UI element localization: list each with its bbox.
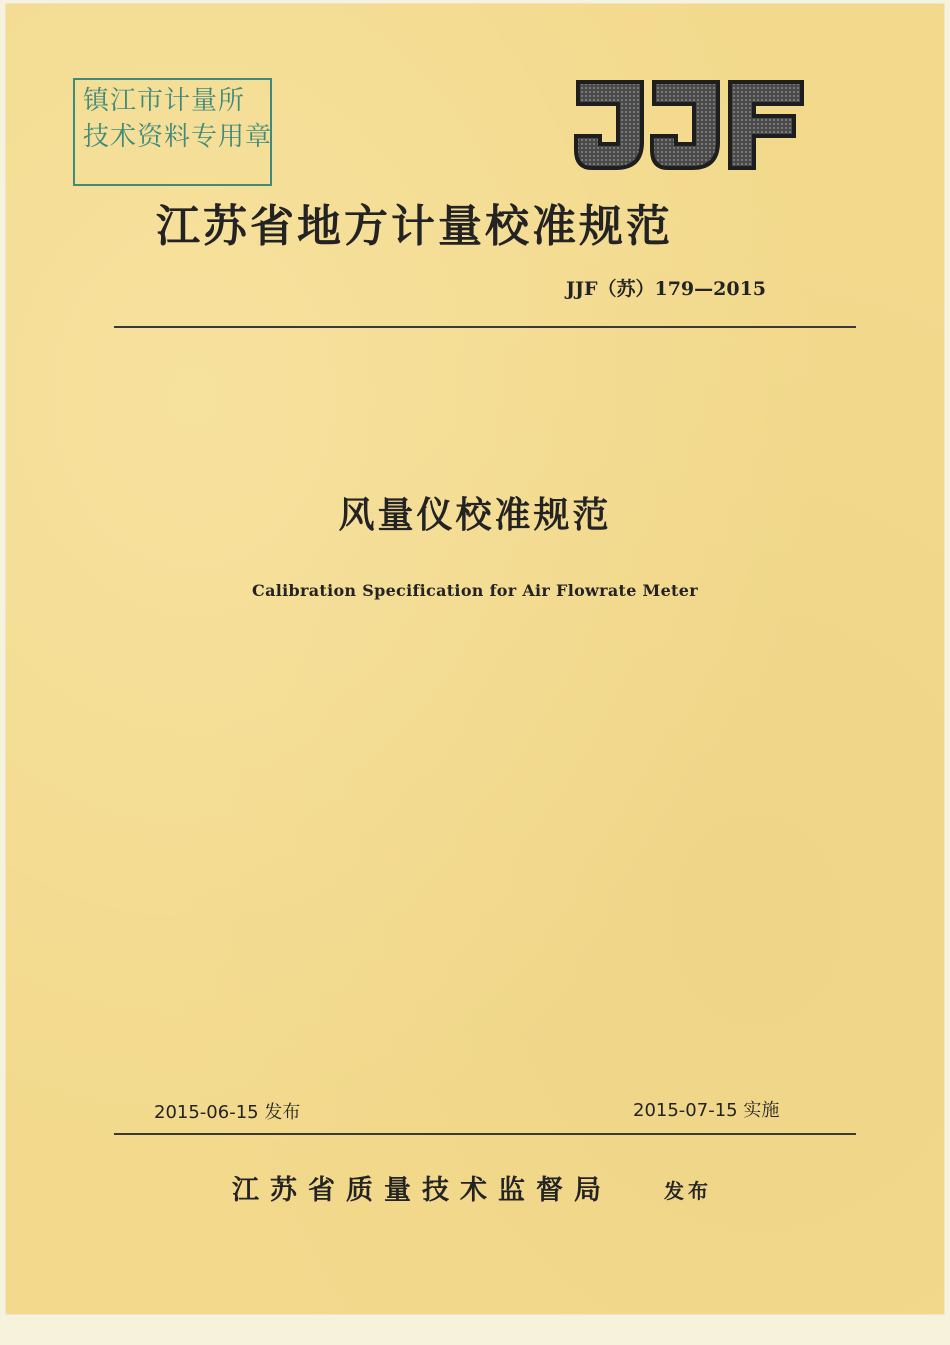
- logo-text: JJF: [572, 78, 574, 79]
- publisher-name: 江苏省质量技术监督局: [232, 1175, 612, 1206]
- publisher-suffix: 发布: [664, 1179, 712, 1203]
- issuing-category-title: 江苏省地方计量校准规范: [156, 201, 673, 252]
- standard-code: JJF（苏）179—2015: [566, 278, 767, 300]
- stamp-line-2: 技术资料专用章: [83, 122, 273, 152]
- document-title-english: Calibration Specification for Air Flowrate Meter: [252, 581, 698, 600]
- footer-divider: [114, 1133, 856, 1135]
- document-title: 风量仪校准规范: [338, 495, 612, 536]
- effective-date: 2015-07-15 实施: [633, 1100, 780, 1121]
- stamp-line-1: 镇江市计量所: [83, 86, 246, 116]
- header-divider: [114, 326, 856, 328]
- cover-page: [6, 4, 944, 1314]
- issue-date: 2015-06-15 发布: [154, 1102, 301, 1123]
- library-stamp: [73, 78, 272, 186]
- jjf-logo: [572, 78, 807, 174]
